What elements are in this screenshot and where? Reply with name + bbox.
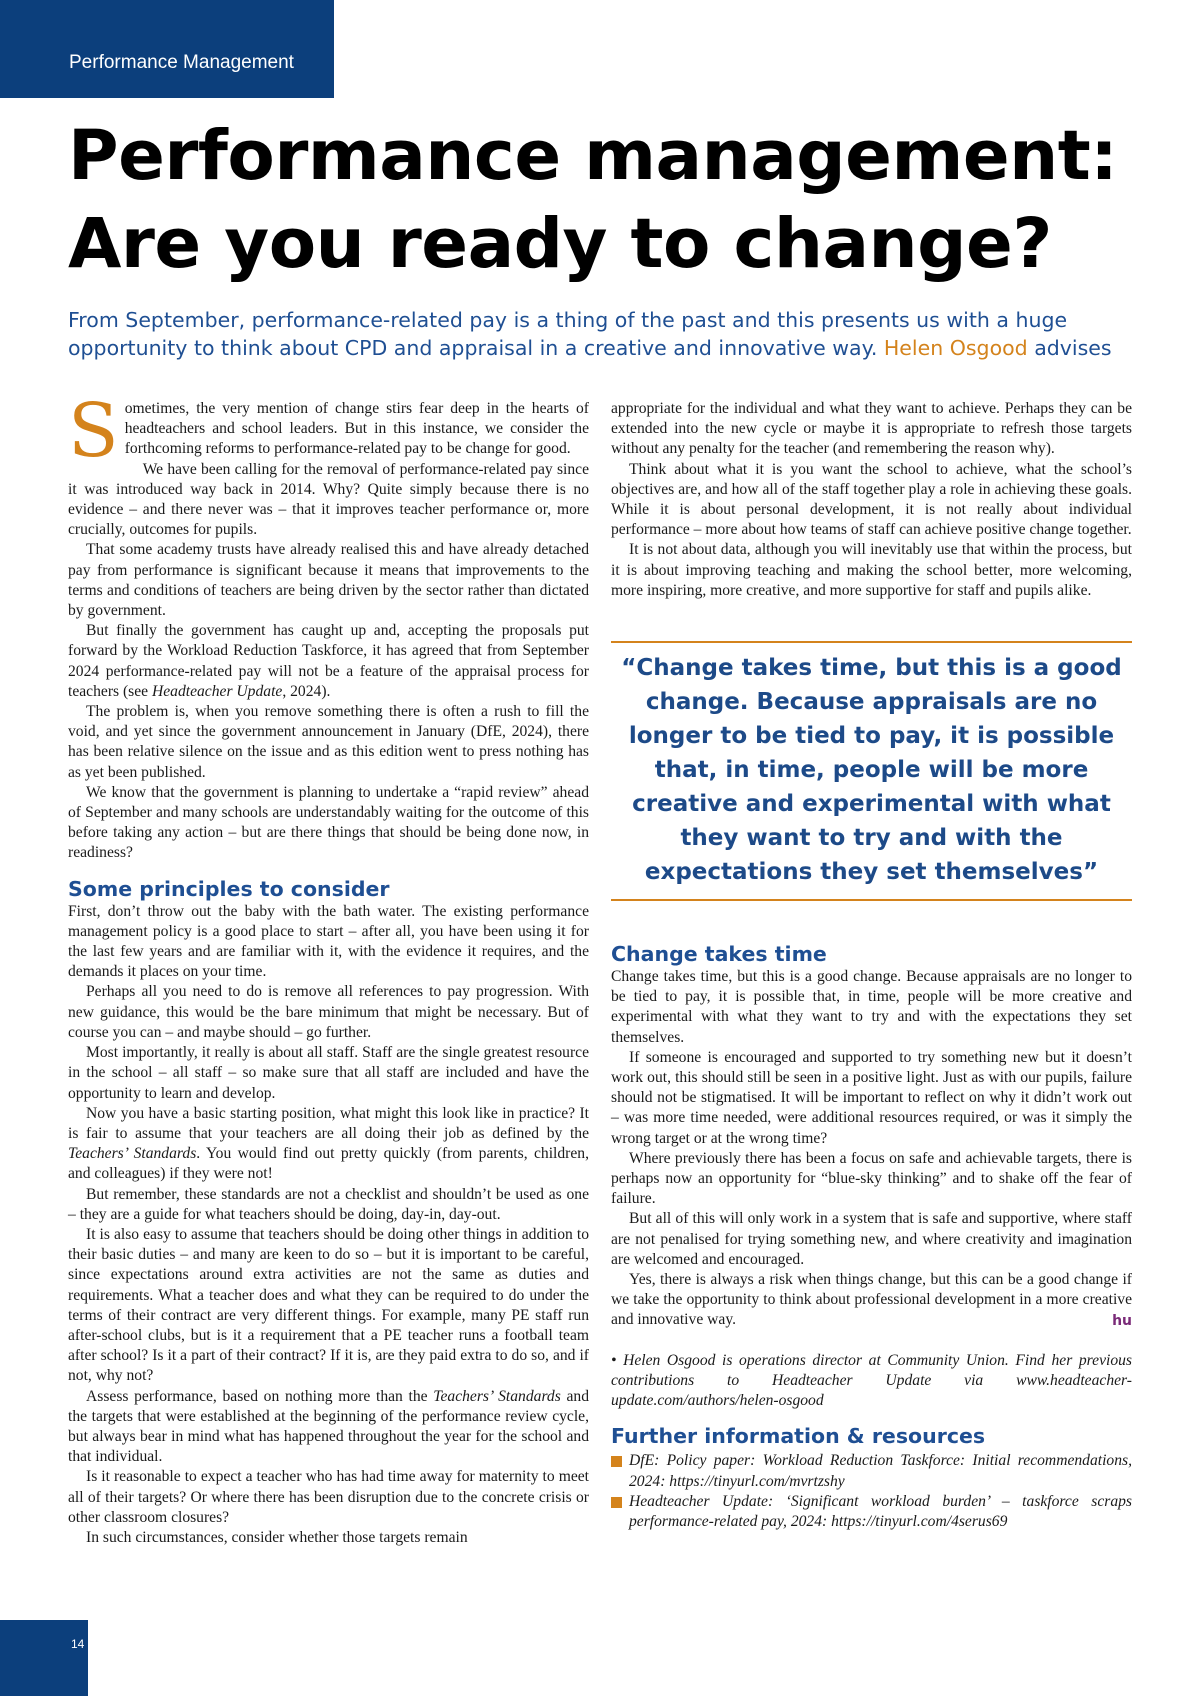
subheading-resources: Further information & resources [611,1424,986,1449]
body-paragraph: Perhaps all you need to do is remove all references to pay progression. With new guidance, this would be the bare minimum that might be necessary. But of course you can – and maybe should – go further. [68,983,589,1041]
citation-italic: Teachers’ Standards [433,1387,561,1405]
resource-item: DfE: Policy paper: Workload Reduction Taskforce: Initial recommendations, 2024: https://tinyurl.com/mvrtzshy [611,1451,1132,1491]
author-credit: Helen Osgood [883,336,1028,360]
body-paragraph: Most importantly, it really is about all staff. Staff are the single greatest resource in the school – all staff – so make sure that all staff are included and have the opportunity to learn and develop. [68,1044,589,1102]
standfirst-text: From September, performance-related pay is a thing of the past and this presents us with a huge opportunity to think about CPD and appraisal in a creative and innovative way. [68,308,1068,360]
body-paragraph: First, don’t throw out the baby with the bath water. The existing performance management policy is a good place to start – after all, you have been using it for the last few years and are familiar with it, with the evidence it requires, and the demands it places on your time. [68,902,589,981]
opening-paragraph: Sometimes, the very mention of change stirs fear deep in the hearts of headteachers and school leaders. But in this instance, we consider the forthcoming reforms to performance-related pay to be change for good. [68,388,589,474]
citation-italic: Headteacher Update [151,682,283,700]
body-paragraph: Yes, there is always a risk when things change, but this can be a good change if we take the opportunity to think about professional development in a more creative and innovative way. hu [611,1270,1132,1331]
standfirst [68,306,1158,362]
body-paragraph: If someone is encouraged and supported to try something new but it doesn’t work out, this should still be seen in a positive light. Just as with our pupils, failure should not be stigmatised. It will be important to reflect on why it didn’t work out – was more time needed, were additional resources required, or was it simply the wrong target or at the wrong time? [611,1048,1132,1147]
square-bullet-icon [611,1456,622,1467]
body-paragraph: We have been calling for the removal of performance-related pay since it was introduced way back in 2014. Why? Quite simply because there is no evidence – and there never was – that it improves teacher performance or, more crucially, outcomes for pupils. [68,460,589,539]
section-label [0,0,334,98]
subheading-principles: Some principles to consider [68,876,390,901]
body-paragraph: Now you have a basic starting position, what might this look like in practice? It is fair to assume that your teachers are all doing their job as defined by the Teachers’ Standards. You would find out pretty quickly (from parents, children, and colleagues) if they were not! [68,1104,589,1183]
pull-quote: “Change takes time, but this is a good change. Because appraisals are no longer to be tied to pay, it is possible that, in time, people will be more creative and experimental with what they want to try and with the expectations they set themselves” [611,641,1132,901]
body-paragraph: Where previously there has been a focus on safe and achievable targets, there is perhaps now an opportunity for “blue-sky thinking” and to shake off the fear of failure. [611,1149,1132,1208]
square-bullet-icon [611,1497,622,1508]
article-title: Performance management: Are you ready to change? [68,116,1118,284]
body-paragraph: But finally the government has caught up and, accepting the proposals put forward by the Workload Reduction Taskforce, it has agreed that from September 2024 performance-related pay will not be a feature of the appraisal process for teachers (see Headteacher Update, 2024). [68,622,589,700]
body-paragraph: appropriate for the individual and what they want to achieve. Perhaps they can be extended into the new cycle or maybe it is appropriate to refresh those targets without any penalty for the teacher (and remembering the reason why). [611,400,1132,458]
body-paragraph: Change takes time, but this is a good change. Because appraisals are no longer to be tied to pay, it is possible that, in time, people will be more creative and experimental with what they want to try and with the expectations they set themselves. [611,968,1132,1046]
body-paragraph: Assess performance, based on nothing more than the Teachers’ Standards and the targets that were established at the beginning of the performance review cycle, but always bear in mind what has happened throughout the year for the school and that individual. [68,1387,590,1466]
body-paragraph: In such circumstances, consider whether those targets remain [86,1528,468,1546]
body-paragraph: It is not about data, although you will inevitably use that within the process, but it is about improving teaching and making the school better, more welcoming, more inspiring, more creative, and more supportive for staff and pupils alike. [611,541,1132,599]
right-column [611,399,1132,1532]
page-number: 14 [71,1637,85,1651]
body-paragraph: The problem is, when you remove something there is often a rush to fill the void, and yet since the government announcement in January (DfE, 2024), there has been relative silence on the issue and as this edition went to press nothing has as yet been published. [68,703,589,781]
body-paragraph: But all of this will only work in a system that is safe and supportive, where staff are not penalised for trying something new, and where creativity and imagination are welcomed and encouraged. [611,1210,1132,1268]
citation-italic: Teachers’ Standards [68,1145,197,1163]
end-mark-logo: hu [1112,1313,1132,1330]
standfirst-advises: advises [1034,336,1112,360]
body-paragraph: That some academy trusts have already realised this and have already detached pay from performance is significant because it means that improvements to the terms and conditions of teachers are being driven by the sector rather than dictated by government. [68,541,589,620]
resource-item: Headteacher Update: ‘Significant workload burden’ – taskforce scraps performance-related pay, 2024: https://tinyurl.com/4serus69 [611,1492,1132,1532]
body-paragraph: But remember, these standards are not a checklist and shouldn’t be used as one – they are a guide for what teachers should be doing, day-in, day-out. [68,1185,589,1223]
body-paragraph: We know that the government is planning to undertake a “rapid review” ahead of September and many schools are understandably waiting for the outcome of this before taking any action – but are there things that should be being done now, in readiness? [68,783,589,862]
subheading-change: Change takes time [611,942,827,967]
page-number-strip [0,1620,88,1696]
author-bio: • Helen Osgood is operations director at Community Union. Find her previous contributions to Headteacher Update via www.headteacher-update.com/authors/helen-osgood [611,1351,1132,1410]
body-paragraph: It is also easy to assume that teachers should be doing other things in addition to their basic duties – and many are keen to do so – but it is important to be careful, since expectations around extra activities are not the same as duties and requirements. What a teacher does and what they can be required to do under the terms of their contract are very different things. For example, many PE staff run after-school clubs, but is it a requirement that a PE teacher runs a football team after school? Is it a part of their contract? If it is, are they paid extra to do so, and if not, why not? [68,1225,589,1385]
drop-cap: S [68,388,119,474]
body-paragraph: Is it reasonable to expect a teacher who has had time away for maternity to meet all of their targets? Or where there has been disruption due to the concrete crisis or other classroom closures? [68,1468,589,1526]
resources-list [611,1451,1132,1532]
body-paragraph: Think about what it is you want the school to achieve, what the school’s objectives are, and how all of the staff together play a role in achieving these goals. While it is about personal development, it is not really about individual performance – more about how teams of staff can achieve positive change together. [611,460,1132,539]
left-column [68,388,590,1548]
section-label-text: Performance Management [69,52,294,73]
